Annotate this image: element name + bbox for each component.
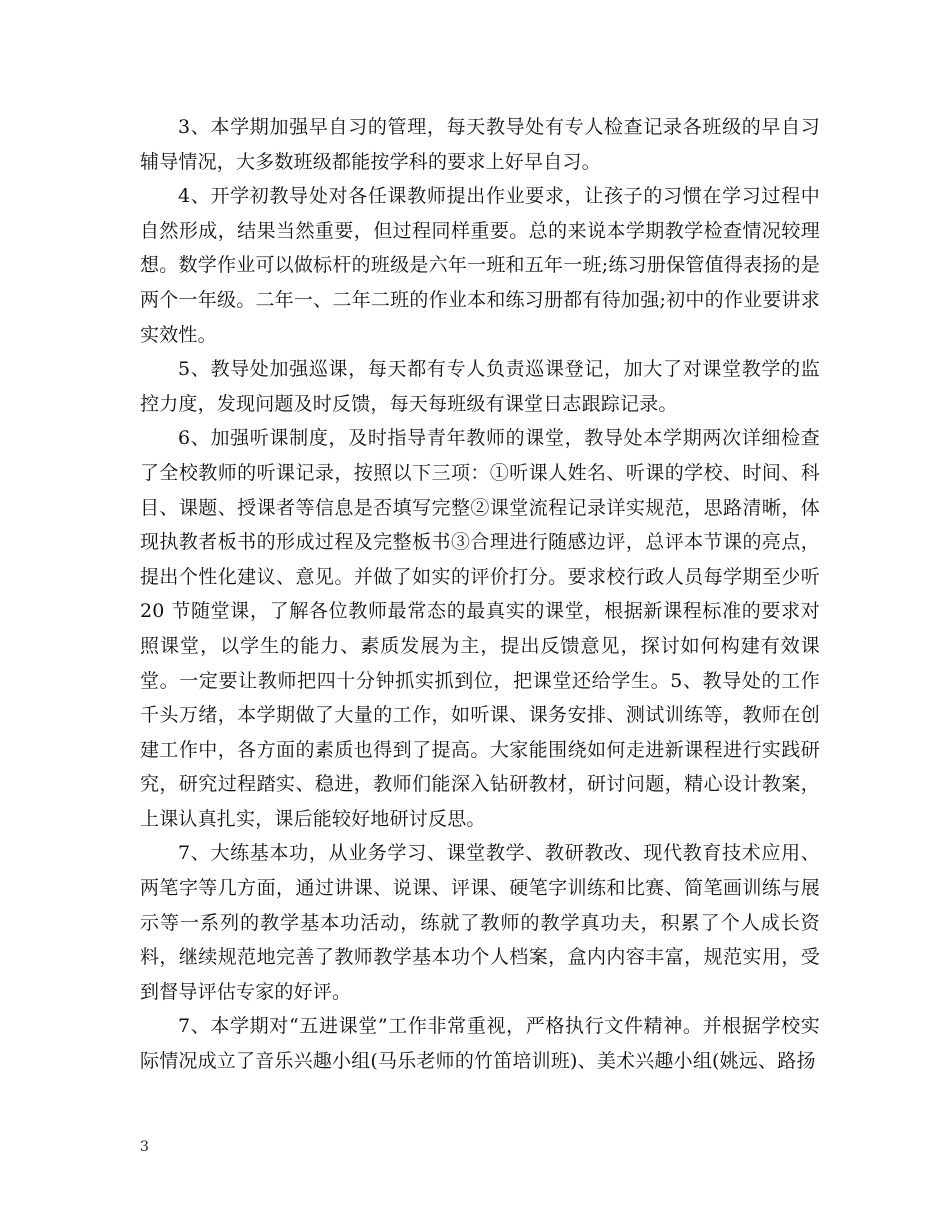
paragraph-item-5: 5、教导处加强巡课，每天都有专人负责巡课登记，加大了对课堂教学的监控力度，发现问题及时反馈，每天每班级有课堂日志跟踪记录。 xyxy=(140,358,820,415)
paragraph-item-4: 4、开学初教导处对各任课教师提出作业要求，让孩子的习惯在学习过程中自然形成，结果当然重要，但过程同样重要。总的来说本学期教学检查情况较理想。数学作业可以做标杆的班级是六年一班和五年一班;练习册保管值得表扬的是两个一年级。二年一、二年二班的作业本和练习册都有待加强;初中的作业要讲求实效性。 xyxy=(140,185,820,346)
paragraph-item-3: 3、本学期加强早自习的管理，每天教导处有专人检查记录各班级的早自习辅导情况，大多数班级都能按学科的要求上好早自习。 xyxy=(140,116,820,173)
paragraph-item-6: 6、加强听课制度，及时指导青年教师的课堂，教导处本学期两次详细检查了全校教师的听课记录，按照以下三项：①听课人姓名、听课的学校、时间、科目、课题、授课者等信息是否填写完整②课堂流程记录详实规范，思路清晰，体现执教者板书的形成过程及完整板书③合理进行随感边评，总评本节课的亮点，提出个性化建议、意见。并做了如实的评价打分。要求校行政人员每学期至少听 20 节随堂课，了解各位教师最常态的最真实的课堂，根据新课程标准的要求对照课堂，以学生的能力、素质发展为主，提出反馈意见，探讨如何构建有效课堂。一定要让教师把四十分钟抓实抓到位，把课堂还给学生。5、教导处的工作千头万绪，本学期做了大量的工作，如听课、课务安排、测试训练等，教师在创建工作中，各方面的素质也得到了提高。大家能围绕如何走进新课程进行实践研究，研究过程踏实、稳进，教师们能深入钻研教材，研讨问题，精心设计教案，上课认真扎实，课后能较好地研讨反思。 xyxy=(140,427,820,830)
page-number: 3 xyxy=(140,1139,149,1155)
document-body xyxy=(140,110,820,1079)
paragraph-item-7a: 7、大练基本功，从业务学习、课堂教学、教研教改、现代教育技术应用、两笔字等几方面，通过讲课、说课、评课、硬笔字训练和比赛、简笔画训练与展示等一系列的教学基本功活动，练就了教师的教学真功夫，积累了个人成长资料，继续规范地完善了教师教学基本功个人档案，盒内内容丰富，规范实用，受到督导评估专家的好评。 xyxy=(140,842,820,1003)
paragraph-item-7b: 7、本学期对“五进课堂”工作非常重视，严格执行文件精神。并根据学校实际情况成立了音乐兴趣小组(马乐老师的竹笛培训班)、美术兴趣小组(姚远、路扬 xyxy=(140,1015,820,1073)
